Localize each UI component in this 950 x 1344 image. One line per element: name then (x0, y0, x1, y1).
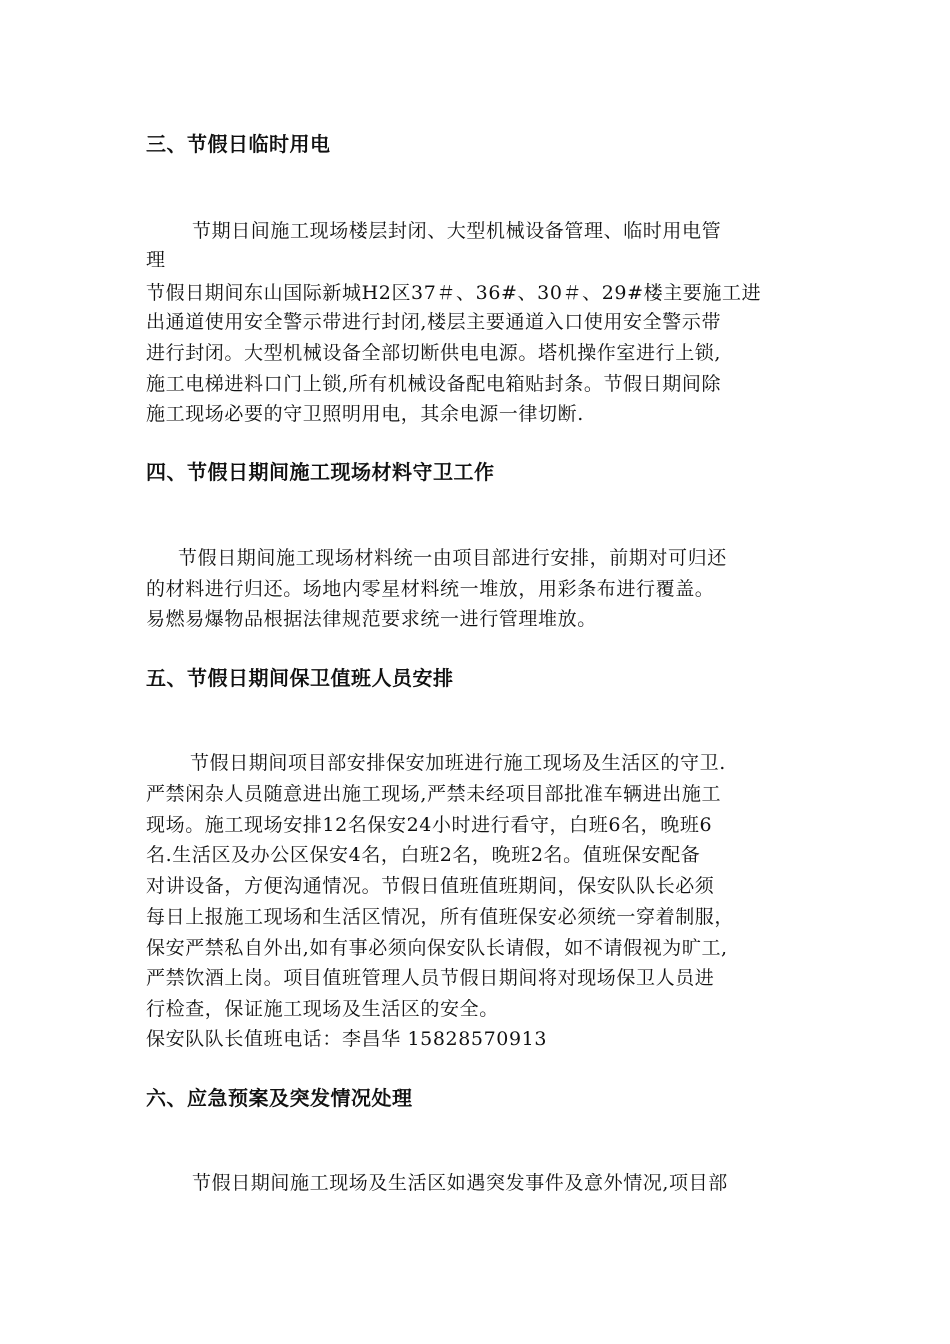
paragraph-line: 出通道使用安全警示带进行封闭,楼层主要通道入口使用安全警示带 (146, 311, 722, 333)
section-heading-electricity: 三、节假日临时用电 (146, 132, 331, 156)
paragraph-line: 理 (146, 249, 166, 271)
paragraph-line: 行检查，保证施工现场及生活区的安全。 (146, 998, 499, 1020)
paragraph-line: 保安严禁私自外出,如有事必须向保安队长请假，如不请假视为旷工, (146, 937, 728, 959)
paragraph-line: 的材料进行归还。场地内零星材料统一堆放，用彩条布进行覆盖。 (146, 578, 715, 600)
section-heading-materials: 四、节假日期间施工现场材料守卫工作 (146, 460, 495, 484)
paragraph-line: 严禁闲杂人员随意进出施工现场,严禁未经项目部批准车辆进出施工 (146, 783, 722, 805)
paragraph-line: 节假日期间东山国际新城H2区37＃、36#、30＃、29#楼主要施工进 (146, 282, 762, 304)
paragraph-line: 节期日间施工现场楼层封闭、大型机械设备管理、临时用电管 (192, 220, 722, 242)
paragraph-line: 易燃易爆物品根据法律规范要求统一进行管理堆放。 (146, 608, 597, 630)
paragraph-line: 严禁饮酒上岗。项目值班管理人员节假日期间将对现场保卫人员进 (146, 967, 715, 989)
paragraph-line: 节假日期间施工现场及生活区如遇突发事件及意外情况,项目部 (192, 1172, 728, 1194)
paragraph-line: 每日上报施工现场和生活区情况，所有值班保安必须统一穿着制服， (146, 906, 735, 928)
section-heading-emergency: 六、应急预案及突发情况处理 (146, 1086, 413, 1110)
paragraph-line: 施工电梯进料口门上锁,所有机械设备配电箱贴封条。节假日期间除 (146, 373, 722, 395)
paragraph-line: 对讲设备，方便沟通情况。节假日值班值班期间，保安队队长必须 (146, 875, 715, 897)
duty-phone-line: 保安队队长值班电话：李昌华 15828570913 (146, 1028, 548, 1050)
paragraph-line: 节假日期间项目部安排保安加班进行施工现场及生活区的守卫. (190, 752, 726, 774)
paragraph-line: 节假日期间施工现场材料统一由项目部进行安排，前期对可归还 (178, 547, 727, 569)
paragraph-line: 现场。施工现场安排12名保安24小时进行看守，白班6名，晚班6 (146, 814, 713, 836)
section-heading-security-staff: 五、节假日期间保卫值班人员安排 (146, 666, 454, 690)
paragraph-line: 名.生活区及办公区保安4名，白班2名，晚班2名。值班保安配备 (146, 844, 701, 866)
paragraph-line: 进行封闭。大型机械设备全部切断供电电源。塔机操作室进行上锁, (146, 342, 722, 364)
paragraph-line: 施工现场必要的守卫照明用电，其余电源一律切断. (146, 403, 584, 425)
